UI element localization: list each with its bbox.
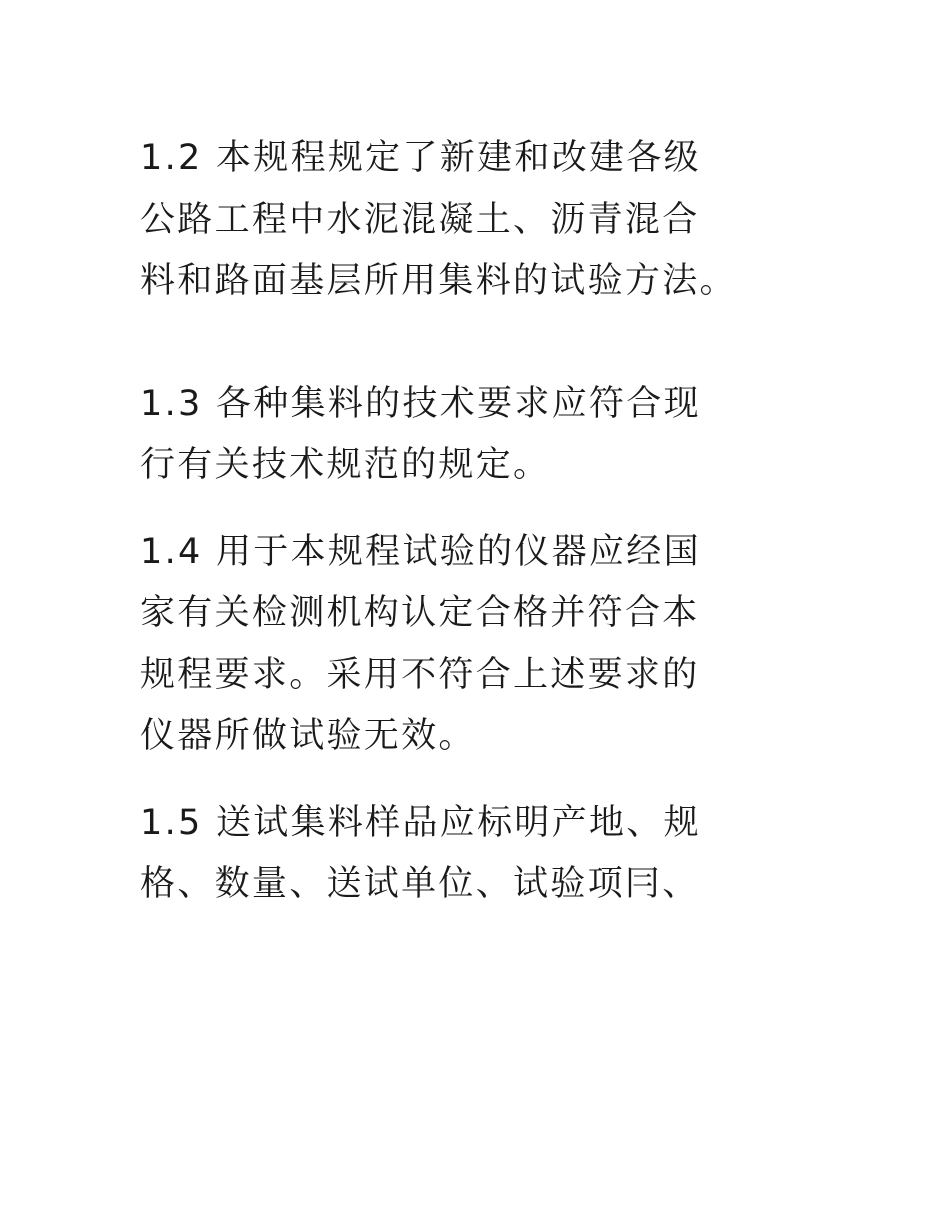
text-line: 1.2 本规程规定了新建和改建各级 [140,138,701,178]
paragraph-1-2 [140,128,840,313]
document-body [140,128,840,916]
text-line: 1.5 送试集料样品应标明产地、规 [140,802,701,843]
text-line: 格、数量、送试单位、试验项冃、 [140,864,700,904]
text-line: 规程要求。采用不符合上述要求的 [140,654,700,695]
text-line: 1.4 用于本规程试验的仪器应经国 [140,531,701,572]
text-line: 行有关技术规范的规定。 [140,445,551,485]
paragraph-1-5 [140,793,840,916]
text-line: 仪器所做试验无效。 [140,716,476,756]
paragraph-1-3 [140,374,840,497]
paragraph-1-4 [140,522,840,768]
text-line: 公路工程中水泥混凝土、沥青混合 [140,199,700,240]
text-line: 料和路面基层所用集料的试验方法。 [140,261,737,301]
text-line: 家有关检测机构认定合格并符合本 [140,593,700,633]
text-line: 1.3 各种集料的技术要求应符合现 [140,383,701,424]
